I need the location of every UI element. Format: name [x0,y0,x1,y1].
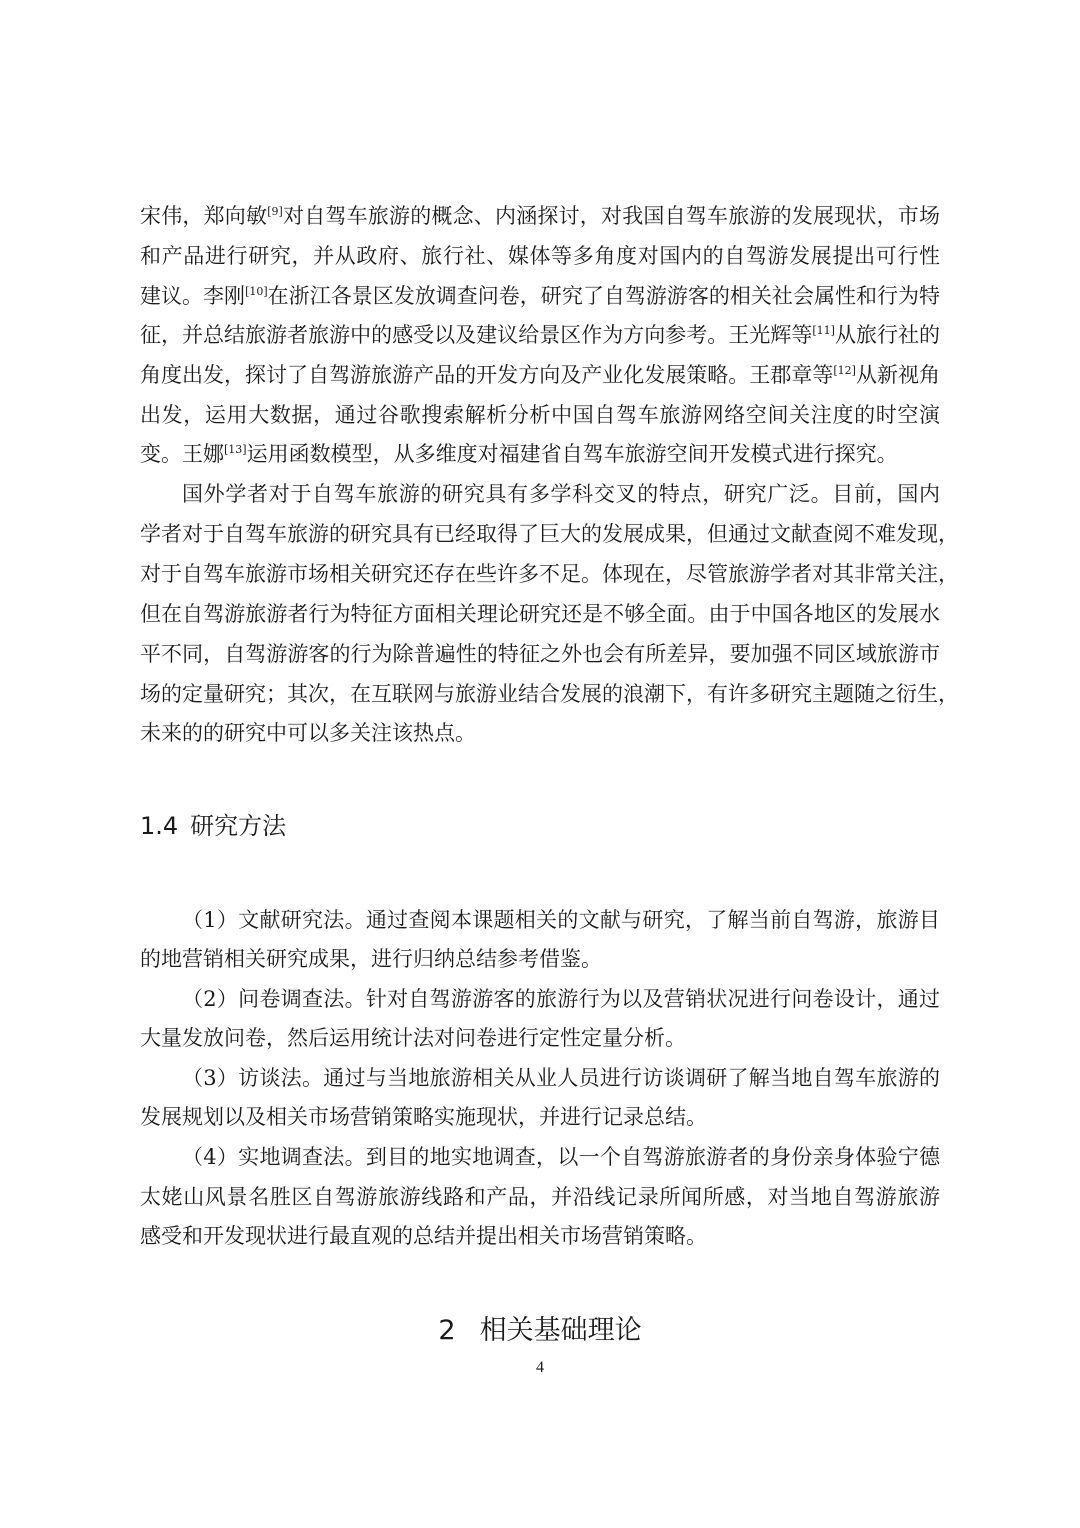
body-text-line: 国外学者对于自驾车旅游的研究具有多学科交叉的特点，研究广泛。目前，国内 [182,482,940,506]
body-text-line: 平不同，自驾游游客的行为除普遍性的特征之外也会有所差异，要加强不同区域旅游市 [140,642,940,666]
citation-ref: [9] [267,205,283,218]
chapter-heading [0,1313,1080,1349]
text-span: 角度出发，探讨了自驾游旅游产品的开发方向及产业化发展策略。王郡章等 [140,363,834,387]
body-text-line: 对于自驾车旅游市场相关研究还存在些许多不足。体现在，尽管旅游学者对其非常关注， [140,562,959,586]
text-span: 从新视角 [855,363,940,387]
section-number: 1.4 [140,812,179,840]
citation-ref: [10] [245,285,268,298]
text-span: 运用函数模型，从多维度对福建省自驾车旅游空间开发模式进行探究。 [246,442,898,466]
chapter-title: 相关基础理论 [479,1315,642,1346]
body-text-line: 出发，运用大数据，通过谷歌搜索解析分析中国自驾车旅游网络空间关注度的时空演 [140,403,940,427]
chapter-number: 2 [438,1315,456,1346]
body-text-line: 场的定量研究；其次，在互联网与旅游业结合发展的浪潮下，有许多研究主题随之衍生， [140,682,959,706]
method-item-line: 太姥山风景名胜区自驾游旅游线路和产品，并沿线记录所闻所感，对当地自驾游旅游 [140,1185,940,1209]
body-text-line [140,361,940,389]
method-item-line: （3）访谈法。通过与当地旅游相关从业人员进行访谈调研了解当地自驾车旅游的 [182,1066,940,1090]
text-span: 宋伟，郑向敏 [140,204,268,228]
text-span: 对自驾车旅游的概念、内涵探讨，对我国自驾车旅游的发展现状，市场 [282,204,940,228]
body-text-line: 但在自驾游旅游者行为特征方面相关理论研究还是不够全面。由于中国各地区的发展水 [140,602,940,626]
citation-ref: [11] [812,324,835,337]
citation-ref: [12] [833,364,856,377]
text-span: 征，并总结旅游者旅游中的感受以及建议给景区作为方向参考。王光辉等 [140,323,813,347]
text-span: 建议。李刚 [140,284,246,308]
page-number: 4 [536,1359,544,1376]
method-item-line: 发展规划以及相关市场营销策略实施现状，并进行记录总结。 [140,1105,707,1129]
body-text-line: 学者对于自驾车旅游的研究具有已经取得了巨大的发展成果，但通过文献查阅不难发现， [140,522,959,546]
text-span: 变。王娜 [140,442,224,466]
body-text-line [140,440,940,468]
body-text-line [140,202,940,230]
method-item-line: 感受和开发现状进行最直观的总结并提出相关市场营销策略。 [140,1224,707,1248]
body-text-line [140,282,940,310]
method-item-line: 的地营销相关研究成果，进行归纳总结参考借鉴。 [140,947,602,971]
text-span: 从旅行社的 [834,323,941,347]
method-item-line: （1）文献研究法。通过查阅本课题相关的文献与研究，了解当前自驾游，旅游目 [182,908,940,932]
section-heading [140,810,286,842]
body-text-line: 未来的的研究中可以多关注该热点。 [140,721,476,745]
method-item-line: 大量发放问卷，然后运用统计法对问卷进行定性定量分析。 [140,1026,686,1050]
body-text-line [140,321,940,349]
citation-ref: [13] [224,443,247,456]
body-text-line: 和产品进行研究，并从政府、旅行社、媒体等多角度对国内的自驾游发展提出可行性 [140,244,940,268]
method-item-line: （4）实地调查法。到目的地实地调查，以一个自驾游旅游者的身份亲身体验宁德 [182,1145,940,1169]
method-item-line: （2）问卷调查法。针对自驾游游客的旅游行为以及营销状况进行问卷设计，通过 [182,987,940,1011]
section-title: 研究方法 [190,812,287,840]
text-span: 在浙江各景区发放调查问卷，研究了自驾游游客的相关社会属性和行为特 [267,284,941,308]
